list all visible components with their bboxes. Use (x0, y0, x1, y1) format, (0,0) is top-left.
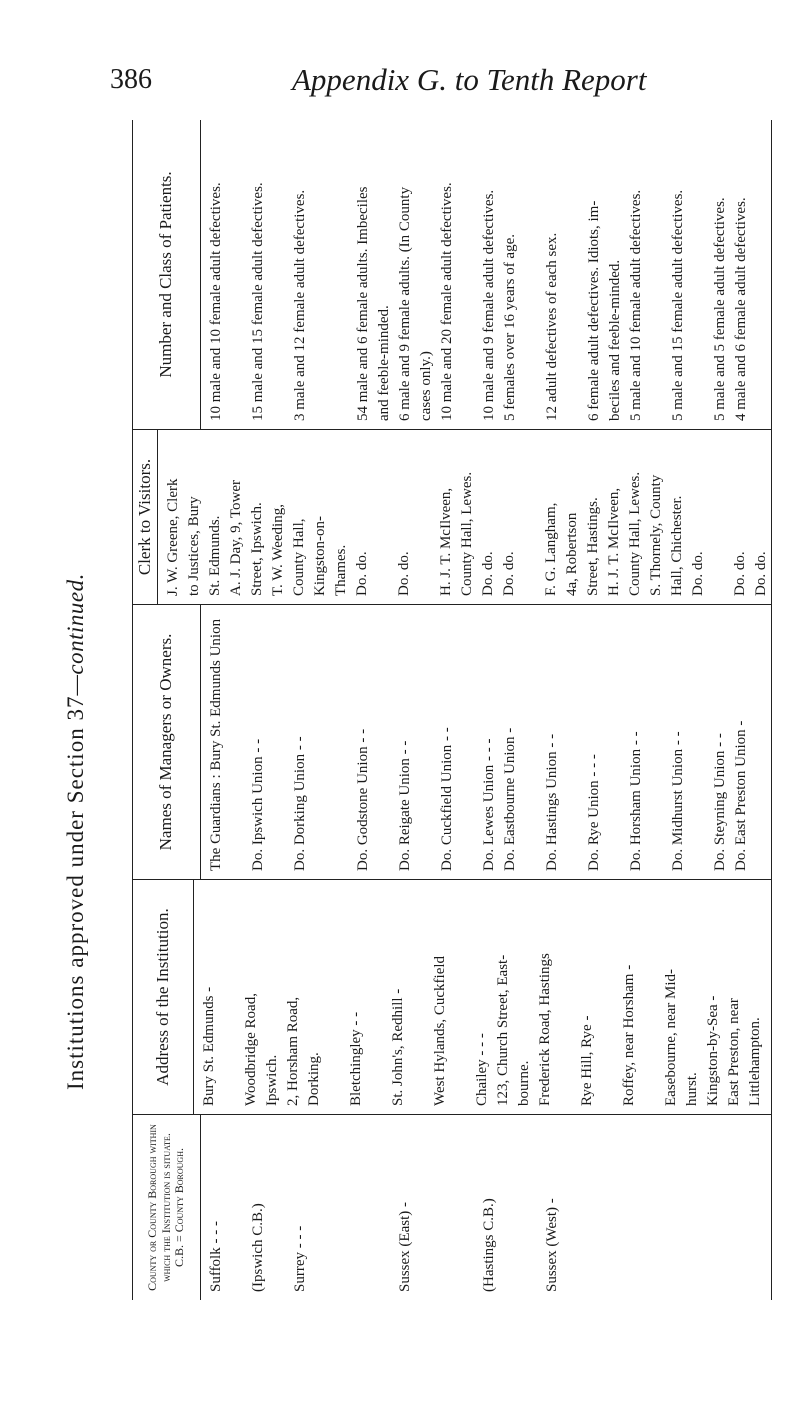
clerk-column (133, 430, 771, 605)
managers-header: Names of Managers or Owners. (133, 605, 201, 879)
county-cells (201, 1115, 771, 1300)
clerk-cell: A. J. Day, 9, Tower (228, 479, 245, 596)
patient-cell: cases only.) (418, 351, 434, 421)
manager-cell: Do. Reigate Union - - (397, 740, 413, 871)
clerk-cell: T. W. Weeding, (270, 504, 287, 596)
manager-cell: Do. East Preston Union - (733, 720, 749, 871)
clerk-cell: H. J. T. McIlveen, (606, 487, 623, 596)
patient-cells (201, 120, 771, 429)
manager-cell: Do. Eastbourne Union - (502, 727, 518, 871)
clerk-cell: Do. do. (753, 551, 770, 596)
address-cell (557, 886, 578, 1106)
manager-cell (522, 611, 543, 871)
county-cell (270, 1121, 291, 1292)
manager-cell (417, 611, 438, 871)
manager-cell: The Guardians : Bury St. Edmunds Union (208, 618, 224, 871)
county-column (133, 1115, 771, 1300)
clerk-cell: St. Edmunds. (207, 515, 224, 596)
patients-column (133, 120, 771, 430)
address-cell (452, 886, 473, 1106)
address-cell (221, 886, 242, 1106)
county-cell: (Ipswich C.B.) (250, 1203, 266, 1292)
manager-cell (375, 611, 396, 871)
address-cell: Bletchingley - - (348, 1011, 364, 1106)
clerk-cell: Do. do. (354, 551, 371, 596)
address-cell: West Hylands, Cuckfield (432, 955, 448, 1106)
county-cell: Surrey - - - (292, 1225, 308, 1292)
manager-cell (648, 611, 669, 871)
clerk-cell: to Justices, Bury (186, 496, 203, 596)
address-cell (326, 886, 347, 1106)
patient-cell: 5 male and 5 female adult defectives. (712, 197, 728, 421)
county-cell (522, 1121, 543, 1292)
clerk-cell (374, 436, 395, 596)
patient-cell: 12 adult defectives of each sex. (544, 232, 560, 421)
clerk-cell: F. G. Langham, (543, 502, 560, 596)
manager-cell (312, 611, 333, 871)
address-cell: St. John's, Redhill - (390, 988, 406, 1106)
clerk-header: Clerk to Visitors. (133, 430, 158, 604)
address-cells (194, 880, 771, 1114)
address-cell: Kingston-by-Sea - (705, 995, 721, 1106)
clerk-cell (521, 436, 542, 596)
patient-cell: 3 male and 12 female adult defectives. (292, 189, 308, 421)
patient-cell: 15 male and 15 female adult defectives. (250, 182, 266, 421)
patient-cell (228, 126, 249, 421)
side-heading-suffix: —continued. (63, 573, 88, 696)
address-cell: hurst. (684, 1072, 700, 1106)
county-cell: Sussex (West) - (544, 1198, 560, 1292)
county-cell (459, 1121, 480, 1292)
patient-cell (270, 126, 291, 421)
running-head: Appendix G. to Tenth Report (292, 62, 647, 97)
address-cell: Dorking. (306, 1052, 322, 1106)
clerk-cell: Kingston-on- (312, 516, 329, 596)
address-cell: East Preston, near (726, 998, 742, 1106)
clerk-cell: Thames. (333, 544, 350, 596)
clerk-cell: County Hall, Lewes. (459, 471, 476, 596)
manager-cell: Do. Ipswich Union - - (250, 738, 266, 871)
managers-column (133, 605, 771, 880)
address-cell: Rye Hill, Rye - (579, 1015, 595, 1106)
patient-cell: beciles and feeble-minded. (607, 259, 623, 421)
clerk-cell: Street, Ipswich. (249, 502, 266, 596)
clerk-cell: Do. do. (480, 551, 497, 596)
address-cell: Roffey, near Horsham - (621, 964, 637, 1106)
clerk-cell: Do. do. (501, 551, 518, 596)
clerk-cell: Do. do. (690, 551, 707, 596)
manager-cell (228, 611, 249, 871)
manager-cell (459, 611, 480, 871)
clerk-cell: J. W. Greene, Clerk (165, 478, 182, 596)
address-cell: Frederick Road, Hastings (537, 953, 553, 1106)
address-column (133, 880, 771, 1115)
manager-cell: Do. Midhurst Union - - (670, 731, 686, 871)
manager-cell (270, 611, 291, 871)
manager-cell: Do. Rye Union - - - (586, 754, 602, 871)
manager-cell: Do. Steyning Union - - (712, 733, 728, 871)
manager-cells (201, 605, 771, 879)
address-cell: Woodbridge Road, (243, 993, 259, 1106)
address-cell (368, 886, 389, 1106)
county-cell: Sussex (East) - (397, 1202, 413, 1292)
manager-cell: Do. Cuckfield Union - - (439, 727, 455, 871)
address-cell: bourne. (516, 1060, 532, 1106)
manager-cell: Do. Horsham Union - - (628, 731, 644, 871)
clerk-cell (710, 436, 731, 596)
clerk-cell: Do. do. (396, 551, 413, 596)
patients-header: Number and Class of Patients. (133, 120, 201, 429)
manager-cell: Do. Hastings Union - - (544, 733, 560, 871)
clerk-cell: Do. do. (732, 551, 749, 596)
patient-cell: 5 male and 10 female adult defectives. (628, 189, 644, 421)
manager-cell (564, 611, 585, 871)
page-number: 386 (110, 64, 152, 95)
county-cell (375, 1121, 396, 1292)
patient-cell: 5 females over 16 years of age. (502, 233, 518, 421)
patient-cell: 10 male and 20 female adult defectives. (439, 182, 455, 421)
county-cell (228, 1121, 249, 1292)
patient-cell: 10 male and 9 female adult defectives. (481, 189, 497, 421)
county-cell (354, 1121, 375, 1292)
clerk-cell: S. Thornely, County (648, 474, 665, 596)
county-cell (501, 1121, 522, 1292)
clerk-cell: County Hall, (291, 518, 308, 596)
patient-cell: 54 male and 6 female adults. Imbeciles (355, 186, 371, 421)
patient-cell (459, 126, 480, 421)
manager-cell: Do. Godstone Union - - (355, 728, 371, 871)
clerk-cell: H. J. T. McIlveen, (438, 487, 455, 596)
patient-cell: 5 male and 15 female adult defectives. (670, 189, 686, 421)
patient-cell: 10 male and 10 female adult defectives. (208, 182, 224, 421)
address-cell: Ipswich. (264, 1054, 280, 1106)
clerk-cells (158, 430, 777, 604)
patient-cell: 6 male and 9 female adults. (In County (397, 186, 413, 421)
institutions-table-frame (132, 120, 772, 1300)
patient-cell: 6 female adult defectives. Idiots, im- (586, 200, 602, 421)
patient-cell (564, 126, 585, 421)
county-cell (312, 1121, 333, 1292)
manager-cell: Do. Dorking Union - - (292, 736, 308, 871)
address-cell: 2, Horsham Road, (285, 996, 301, 1106)
manager-cell (606, 611, 627, 871)
manager-cell: Do. Lewes Union - - - (481, 738, 497, 871)
clerk-cell (416, 436, 437, 596)
address-cell: Bury St. Edmunds - (201, 986, 217, 1106)
side-heading-text: Institutions approved under Section 37 (63, 695, 88, 1090)
county-cell: (Hastings C.B.) (481, 1198, 497, 1292)
patient-cell (312, 126, 333, 421)
county-header (133, 1115, 201, 1300)
manager-cell (333, 611, 354, 871)
address-header: Address of the Institution. (133, 880, 194, 1114)
clerk-cell: Hall, Chichester. (669, 495, 686, 596)
patient-cell (690, 126, 711, 421)
clerk-cell: County Hall, Lewes. (627, 471, 644, 596)
address-cell: Littlehampton. (747, 1017, 763, 1106)
county-cell (438, 1121, 459, 1292)
address-cell (599, 886, 620, 1106)
patient-cell: 4 male and 6 female adult defectives. (733, 197, 749, 421)
county-header-text: County or County Borough within which the Institution is situate. C.B. = County Borough. (144, 1124, 187, 1291)
institutions-table (132, 120, 772, 1300)
clerk-cell: Street, Hastings. (585, 497, 602, 596)
patient-cell (648, 126, 669, 421)
address-cell: 123, Church Street, East- (495, 954, 511, 1106)
address-cell: Easebourne, near Mid- (663, 968, 679, 1106)
clerk-cell: 4a, Robertson (564, 512, 581, 596)
address-cell (641, 886, 662, 1106)
patient-cell: and feeble-minded. (376, 305, 392, 421)
patient-cell (333, 126, 354, 421)
county-cell (333, 1121, 354, 1292)
county-cell: Suffolk - - - (208, 1221, 224, 1292)
county-cell (417, 1121, 438, 1292)
address-cell: Chailey - - - (474, 1033, 490, 1106)
patient-cell (522, 126, 543, 421)
manager-cell (690, 611, 711, 871)
address-cell (410, 886, 431, 1106)
